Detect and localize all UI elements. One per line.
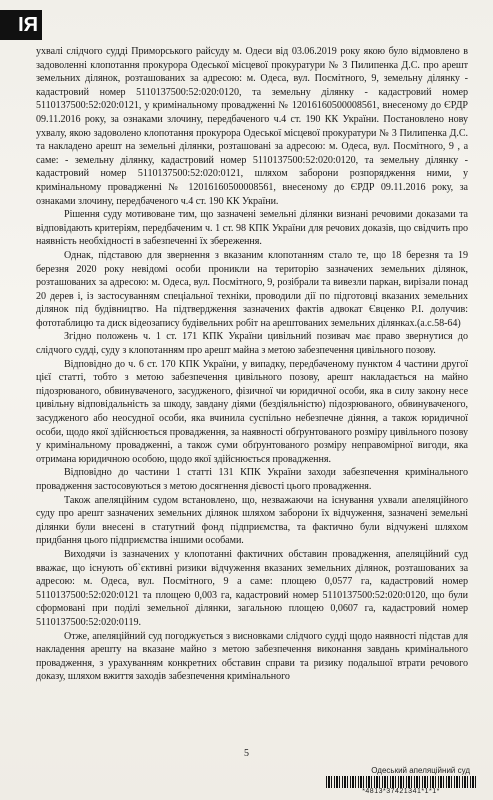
paragraph-9: Отже, апеляційний суд погоджується з висновками слідчого судді щодо наявності підстав для накладення арешту на вказане майно з метою забезпечення виконання завдань кримінального провадження, з урахуванням конкретних обставин справи та ризику подальшої втрати речового доказу, шляхом вжиття заходів забезпечення кримінального — [36, 630, 468, 683]
paragraph-6: Відповідно до частини 1 статті 131 КПК України заходи забезпечення кримінального провадження застосовуються з метою досягнення дієвості цього провадження. — [36, 467, 468, 492]
barcode-number: *4813*37421341*1*1* — [362, 788, 440, 795]
paragraph-2: Рішення суду мотивоване тим, що зазначені земельні ділянки визнані речовими доказами та відповідають критеріям, передбаченим ч. 1 ст. 98 КПК України для речових доказів, що свідчить про наявність необхідності в забезпеченні їх збереження. — [36, 209, 468, 248]
paragraph-4: Згідно положень ч. 1 ст. 171 КПК України цивільний позивач має право звернутися до слідчого судді, суду з клопотанням про арешт майна з метою забезпечення цивільного позову. — [36, 331, 468, 357]
paragraph-5: Відповідно до ч. 6 ст. 170 КПК України, у випадку, передбаченому пунктом 4 частини другої цієї статті, тобто з метою забезпечення цивільного позову, арешт накладається на майно підозрюваного, обвинуваченого, засудженого, фізичної чи юридичної особи, яка в силу закону несе цивільну відповідальність за шкоду, завдану діями (бездіяльністю) підозрюваного, обвинуваченого, засудженого або неосудної особи, яка вчинила суспільно небезпечне діяння, а також юридичної особи, щодо якої здійснюється провадження, за наявності обґрунтованого розміру цивільного позову у кримінальному провадженні, а також суми обґрунтованого розміру неправомірної вигоди, яка отримана юридичною особою, щодо якої здійснюється провадження. — [36, 358, 468, 465]
header-tab: ІЯ — [0, 10, 42, 40]
page-number: 5 — [244, 748, 249, 759]
paragraph-8: Виходячи із зазначених у клопотанні фактичних обставин провадження, апеляційний суд вважає, що існують об`єктивні ризики відчуження вказаних земельних ділянок, розташованих за адресою: м. Одеса, вул. Посмітного, 9 а саме: площею 0,0577 га, кадастровий номер 5110137500:52:020:0121 та площею 0,003 га, кадастровий номер 5110137500:52:020:0120, що були сформовані при поділі земельної ділянки, загальною площею 0,0607 га, кадастровий номер 5110137500:52:020:0119. — [36, 548, 468, 628]
document-body — [36, 45, 468, 684]
paragraph-3: Однак, підставою для звернення з вказаним клопотанням стало те, що 18 березня та 19 березня 2020 року невідомі особи проникли на територію зазначених земельних ділянок, розташованих за адресою: м. Одеса, вул. Посмітного, 9, розібрали та вивезли паркан, вирізали понад 20 дерев і, із застосуванням спеціальної техніки, проводили дії по підготовці вказаних земельних ділянок під будівництво. На підтвердження зазначених фактів адвокат Євценко Р.І. долучив: фототаблицю та диск відеозапису будівельних робіт на арештованих земельних ділянках.(а.с.58-64) — [36, 249, 468, 329]
paragraph-1: ухвалі слідчого судді Приморського райсуду м. Одеси від 03.06.2019 року якою було відмовлено в задоволенні клопотання прокурора Одеської місцевої прокуратури № 3 Пилипенка Д.С. про арешт земельних ділянок, розташованих за адресою: м. Одеса, вул. Посмітного, 9, земельну ділянку - кадастровий номер 5110137500:52:020:0120, та земельну ділянку - кадастровий номер 5110137500:52:020:0121, у кримінальному провадженні № 12016160500008561, внесеному до ЄРДР 09.11.2016 року, за ознаками злочину, передбаченого ч.4 ст. 190 КК України. Постановлено нову ухвалу, якою задоволено клопотання прокурора Одеської місцевої прокуратури № 3 Пилипенка Д.С. та накладено арешт на земельні ділянки, розташовані за адресою: м. Одеса, вул. Посмітного, 9 , а саме: - земельну ділянку, кадастровий номер 5110137500:52:020:0120, та земельну ділянку - кадастровий номер 5110137500:52:020:0121, шляхом заборони розпорядження ними, у кримінальному провадженні № 12016160500008561, внесеному до ЄРДР 09.11.2016 року, за ознаками злочину, передбаченого ч.4 ст. 190 КК України. — [36, 46, 468, 207]
barcode — [326, 776, 476, 788]
court-stamp — [326, 766, 476, 795]
stamp-court-name: Одеський апеляційний суд — [371, 766, 470, 775]
paragraph-7: Також апеляційним судом встановлено, що, незважаючи на існування ухвали апеляційного суду про арешт зазначених земельних ділянок шляхом заборони їх відчуження, зазначені земельні ділянки були внесені в статутний фонд підприємства, та фактично були відчужені шляхом придбання цього підприємства іншими особами. — [36, 494, 468, 547]
